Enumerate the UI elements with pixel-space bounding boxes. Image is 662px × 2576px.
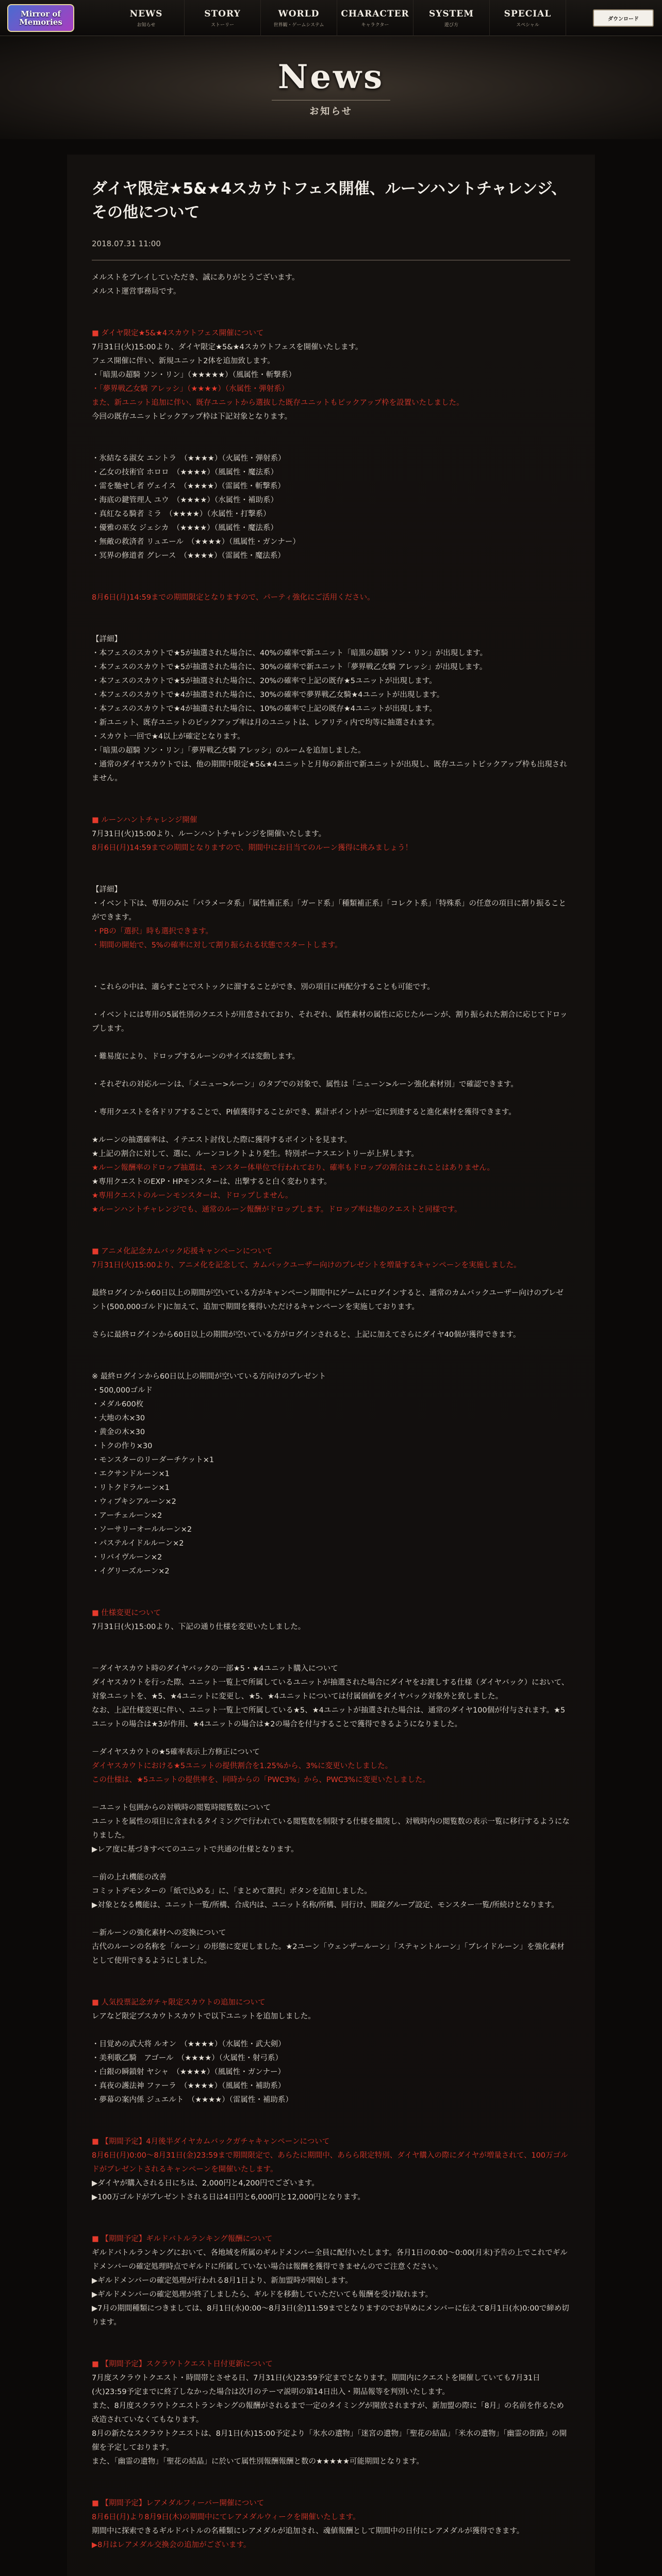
- body-text: ★専用クエストのルーンモンスターは、ドロップしません。: [92, 1192, 293, 1200]
- body-text: ・白銀の瞬鎖射 ヤシャ （★★★★）（風属性・ガンナー）: [92, 2068, 286, 2076]
- body-text: ・本フェスのスカウトで★4が抽選された場合に、10%の確率で上記の既存★4ユニットが出現します。: [92, 705, 437, 713]
- body-text: ▶レア度に基づきすべてのユニットで共通の仕様となります。: [92, 1845, 299, 1854]
- body-text: ・「暗黒の超騎 ソン・リン」（★★★★★）（風属性・斬撃系）: [92, 371, 296, 379]
- nav-item-label: WORLD: [278, 8, 320, 19]
- body-text: ・氷結なる淑女 エントラ （★★★★）（火属性・弾射系）: [92, 454, 286, 463]
- body-text: 【詳細】: [92, 886, 122, 894]
- body-text: 古代のルーンの名称を「ルーン」の形態に変更しました。★2ユーン「ウェンザールーン」「ステャントルーン」「ブレイドルーン」を強化素材として使用できるようにしました。: [92, 1943, 565, 1965]
- body-text: 7月31日(火)15:00より、ダイヤ限定★5&★4スカウトフェスを開催いたします。: [92, 343, 363, 351]
- paragraph-spacer: [92, 786, 570, 814]
- section-heading: ■ 【期間予定】4月後半ダイヤカムバックガチャキャンペーンについて: [92, 2138, 330, 2146]
- body-text: ★ルーン報酬率のドロップ抽選は、モンスター体単位で行われており、確率もドロップの割合はこれことはありません。: [92, 1164, 495, 1172]
- paragraph-spacer: [92, 855, 570, 883]
- nav-item-sublabel: キャラクター: [361, 22, 389, 28]
- body-text: ・通常のダイヤスカウトでは、他の期間中限定★5&★4ユニットと月毎の新出で新ユニットが出現し、既存ユニットピックアップ枠も出現されません。: [92, 760, 567, 783]
- section-heading: ■ 【期間予定】スクラウトクエスト日付更新について: [92, 2360, 273, 2368]
- body-text: －ダイヤスカウトの★5確率表示上方修正について: [92, 1748, 260, 1756]
- body-text: ・夢幕の案内係 ジュエルト （★★★★）（雷属性・補助系）: [92, 2096, 293, 2104]
- body-text: また、8月度スクラウトクエストランキングの報酬がされるまで一定のタイミングが開放されますが、新加盟の際に「8月」の名前を作るため改造されていなくてもなります。: [92, 2402, 564, 2424]
- body-text: ・ソーサリーオールルーン×2: [92, 1526, 192, 1534]
- body-text: ・期間の開始で、5%の確率に対して割り振られる状態でスタートします。: [92, 941, 342, 950]
- body-text: 8月6日(月)14:59までの期間となりますので、期間中にお目当てのルーン獲得に挑みましょう！: [92, 844, 412, 852]
- body-text: 8月6日(月)より8月9日(木)の期間中にてレアメダルウィークを開催いたします。: [92, 2513, 360, 2521]
- nav-item-character[interactable]: [337, 0, 413, 36]
- body-text: ギルドバトルランキングにおいて、各地域を所属のギルドメンバー全員に配付いたします。各月1日の0:00～0:00(月末)予告の上でこれでギルドメンバーの確定処理時点でギルドに所属していない場合は報酬を獲得できませんのでご注意ください。: [92, 2249, 568, 2271]
- body-text: ダイヤスカウトを行った際、ユニット一覧上で所属しているユニットが抽選された場合にダイヤをお渡しする仕様（ダイヤバック）において、対象ユニットを、★5、★4ユニットに変更し、★5、★4ユニットについては付属価値をダイヤバック対象外と致しました。: [92, 1679, 569, 1701]
- article-title: ダイヤ限定★5&★4スカウトフェス開催、ルーンハントチャレンジ、その他について: [92, 180, 567, 222]
- page-subtitle: お知らせ: [309, 106, 353, 117]
- body-text: ・メダル600枚: [92, 1400, 144, 1409]
- body-text: ▶100万ゴルドがプレゼントされる日は4日円と6,000円と12,000円となります。: [92, 2193, 366, 2201]
- paragraph-spacer: [92, 1092, 570, 1106]
- body-text: ・トクの作り×30: [92, 1442, 153, 1450]
- body-text: ・「夢界戦乙女騎 アレッシ」（★★★★）（水属性・弾射系）: [92, 385, 289, 393]
- paragraph-spacer: [92, 1634, 570, 1662]
- body-text: ・本フェスのスカウトで★4が抽選された場合に、30%の確率で夢界戦乙女騎★4ユニットが出現します。: [92, 691, 444, 699]
- body-text: 8月6日(月)14:59までの期間限定となりますので、パーティ強化にご活用ください。: [92, 594, 375, 602]
- section-heading: ■ ダイヤ限定★5&★4スカウトフェス開催について: [92, 329, 264, 337]
- section-heading: ■ 【期間予定】ギルドバトルランキング報酬について: [92, 2235, 273, 2243]
- body-text: －ダイヤスカウト時のダイヤバックの一部★5・★4ユニット購入について: [92, 1665, 338, 1673]
- nav-item-label: STORY: [204, 8, 241, 19]
- section-heading: ■ ルーンハントチャレンジ開催: [92, 816, 197, 824]
- nav-item-sublabel: ストーリー: [210, 22, 234, 28]
- body-text: ・エクサンドルーン×1: [92, 1470, 170, 1478]
- nav-item-news[interactable]: [108, 0, 185, 36]
- nav-item-sublabel: 遊び方: [444, 22, 458, 28]
- article-divider: [92, 260, 570, 261]
- game-logo[interactable]: Mirror of Memories: [7, 4, 74, 32]
- paragraph-spacer: [92, 563, 570, 591]
- paragraph-spacer: [92, 2024, 570, 2038]
- body-text: ・美利歌乙騎 アゴール （★★★★）（火属性・射弓系）: [92, 2054, 283, 2062]
- body-text: ・専用クエストを各ドリアすることで、PI値獲得することができ、累計ポイントが一定に到達すると進化素材を獲得できます。: [92, 1108, 516, 1116]
- body-text: ・真紅なる騎者 ミラ （★★★★）（水属性・打撃系）: [92, 510, 271, 518]
- body-text: ・リトクドラルーン×1: [92, 1484, 170, 1492]
- nav-item-sublabel: 世界観・ゲームシステム: [273, 22, 324, 28]
- body-text: この仕様は、★5ユニットの提供率を、同時からの「PWC3%」から、PWC3%に変更いたしました。: [92, 1776, 431, 1784]
- body-text: ユニットを属性の項目に含まれるタイミングで行われている閲覧数を制限する仕様を撤廃し、対戦時内の閲覧数の表示一覧に移行するようになりました。: [92, 1818, 570, 1840]
- page-banner: [0, 36, 662, 139]
- body-text: ★上記の割合に対して、選に、ルーンコレクトより発生。特別ボーナスエントリーが上昇します。: [92, 1150, 419, 1158]
- body-text: ・PBの「選択」時も選択できます。: [92, 927, 213, 936]
- paragraph-spacer: [92, 1342, 570, 1370]
- paragraph-spacer: [92, 1273, 570, 1286]
- body-text: メルスト運営事務局です。: [92, 287, 181, 296]
- paragraph-spacer: [92, 1579, 570, 1606]
- body-text: ・500,000ゴルド: [92, 1386, 153, 1395]
- body-text: ・本フェスのスカウトで★5が抽選された場合に、40%の確率で新ユニット「暗黒の超騎 ソン・リン」が出現します。: [92, 649, 488, 657]
- body-text: 7月31日(火)15:00より、ルーンハントチャレンジを開催いたします。: [92, 830, 326, 838]
- paragraph-spacer: [92, 424, 570, 452]
- body-text: さらに最終ログインから60日以上の期間が空いている方がログインされると、上記に加えてさらにダイヤ40個が獲得できます。: [92, 1331, 521, 1339]
- body-text: ・黄金の木×30: [92, 1428, 145, 1436]
- body-text: ・イベント下は、専用のみに「パラメータ系」「属性補正系」「ガード系」「種類補正系」「コレクト系」「特殊系」の任意の項目に割り振ることができます。: [92, 900, 567, 922]
- paragraph-spacer: [92, 1120, 570, 1133]
- body-text: ・それぞれの対応ルーンは、「メニュー>ルーン」のタブでの対象で、属性は「ニューン>ルーン強化素材別」で確認できます。: [92, 1080, 518, 1089]
- paragraph-spacer: [92, 2205, 570, 2232]
- body-text: フェス開催に伴い、新規ユニット2体を追加致します。: [92, 357, 275, 365]
- paragraph-spacer: [92, 2552, 570, 2576]
- body-text: 7月度スクラウトクエスト・時間帯とさせる日、7月31日(火)23:59予定までとなります。期間内にクエストを開催していても7月31日(火)23:59予定までに終了しなかった場合は次月のテーマ説明の第14日出入・期品報等を判別いたします。: [92, 2374, 540, 2396]
- body-text: －ユニット包囲からの対戦時の閲覧時閲覧数について: [92, 1804, 271, 1812]
- body-text: ★ルーンの抽選確率は、イテエスト討伐した際に獲得するポイントを見ます。: [92, 1136, 352, 1144]
- body-text: ・これらの中は、適らすことでストックに溜することができ、別の項目に再配分することも可能です。: [92, 983, 435, 991]
- nav-item-sublabel: お知らせ: [137, 22, 156, 28]
- body-text: ▶8月はレアメダル交換会の追加がございます。: [92, 2541, 251, 2549]
- body-text: ・新ユニット、既存ユニットのピックアップ率は月のユニットは、レアリティ内で均等に抽選されます。: [92, 719, 439, 727]
- section-heading: ■ 【期間予定】レアメダルフィーバー開催について: [92, 2499, 264, 2507]
- body-text: 【詳細】: [92, 635, 122, 643]
- article-date: 2018.07.31 11:00: [92, 239, 161, 248]
- body-text: ・海底の鍵管理人 ユウ （★★★★）（水属性・補助系）: [92, 496, 278, 504]
- paragraph-spacer: [92, 299, 570, 327]
- body-text: ★専用クエストのEXP・HPモンスターは、出撃すると白く変わります。: [92, 1178, 332, 1186]
- body-text: ※ 最終ログインから60日以上の期間が空いている方向けのプレゼント: [92, 1372, 326, 1381]
- paragraph-spacer: [92, 2469, 570, 2497]
- paragraph-spacer: [92, 2330, 570, 2358]
- body-text: ・難易度により、ドロップするルーンのサイズは変動します。: [92, 1053, 300, 1061]
- page-title: News: [277, 58, 385, 96]
- nav-item-system[interactable]: [413, 0, 490, 36]
- body-text: ・冥界の修道者 グレース （★★★★）（雷属性・魔法系）: [92, 552, 285, 560]
- body-text: ▶7月の期間種類につきましては、8月1日(水)0:00～8月3日(金)11:59までとなりますのでお早めにメンバーに伝えて8月1日(水)0:00で締め切ります。: [92, 2304, 569, 2327]
- paragraph-spacer: [92, 1217, 570, 1245]
- body-text: ・無敵の救済者 リュエール （★★★★）（風属性・ガンナー）: [92, 538, 300, 546]
- paragraph-spacer: [92, 1064, 570, 1078]
- body-text: －新ルーンの強化素材への変換について: [92, 1929, 226, 1937]
- paragraph-spacer: [92, 1968, 570, 1996]
- paragraph-spacer: [92, 953, 570, 980]
- body-text: ・目覚めの武大将 ルオン （★★★★）（水属性・武大剣）: [92, 2040, 286, 2048]
- section-heading: ■ 仕様変更について: [92, 1609, 161, 1617]
- body-text: ・真夜の護法神 ファーラ （★★★★）（風属性・補助系）: [92, 2082, 286, 2090]
- nav-item-special[interactable]: [490, 0, 566, 36]
- paragraph-spacer: [92, 1787, 570, 1801]
- body-text: また、新ユニット追加に伴い、既存ユニットから選抜した既存ユニットもピックアップ枠を設置いたしました。: [92, 399, 464, 407]
- body-text: －前の上れ機能の改善: [92, 1873, 167, 1882]
- article-body: [92, 271, 570, 2576]
- body-text: 7月31日(火)15:00より、アニメ化を記念して、カムバックユーザー向けのプレゼントを増量するキャンペーンを実施しました。: [92, 1261, 521, 1269]
- body-text: ▶ダイヤが購入される日にちは、2,000円と4,200円でございます。: [92, 2179, 319, 2188]
- body-text: ・ウィプキシアルーン×2: [92, 1498, 176, 1506]
- body-text: メルストをプレイしていただき、誠にありがとうございます。: [92, 274, 300, 282]
- body-text: ・スカウト一回で★4以上が確定となります。: [92, 733, 245, 741]
- body-text: ・モンスターのリーダーチケット×1: [92, 1456, 214, 1464]
- body-text: 8月の新たなスクラウトクエストは、8月1日(水)15:00予定より「氷水の遺物」「迷宮の遺物」「聖花の結晶」「米水の遺物」「幽霊の街路」の開催を予定しております。: [92, 2430, 567, 2452]
- body-text: ・本フェスのスカウトで★5が抽選された場合に、30%の確率で新ユニット「夢界戦乙女騎 アレッシ」が出現します。: [92, 663, 487, 671]
- body-text: ★ルーンハントチャレンジでも、通常のルーン報酬がドロップします。ドロップ率は他のクエストと同様です。: [92, 1206, 462, 1214]
- body-text: ・イグリーズルーン×2: [92, 1567, 170, 1575]
- body-text: レアなど限定プスカウトスカウトで以下ユニットを追加しました。: [92, 2012, 316, 2021]
- body-text: ▶ギルドメンバーの確定処理が行われる8月1日より、新加盟時が開始します。: [92, 2277, 353, 2285]
- body-text: ダイヤスカウトにおける★5ユニットの提供割合を1.25%から、3%に変更いたしました。: [92, 1762, 393, 1770]
- top-nav: [0, 0, 662, 36]
- body-text: 最終ログインから60日以上の期間が空いている方がキャンペーン期間中にゲームにログインすると、通常のカムバックユーザー向けのプレゼント(500,000ゴルド)に加えて、追加で期間を獲得いただけるキャンペーンを実施しております。: [92, 1289, 564, 1311]
- body-text: なお、上記仕様変更に伴い、ユニット一覧上で所属している★5、★4ユニットが抽選された場合は、通常のダイヤ100個が付与されます。★5ユニットの場合は★3が作用、★4ユニットの場合は★2の場合を付与することで獲得できるようになりました。: [92, 1706, 566, 1728]
- body-text: ・パステルイドルルーン×2: [92, 1539, 184, 1548]
- body-text: ・アーチェルーン×2: [92, 1512, 162, 1520]
- body-text: 7月31日(火)15:00より、下記の通り仕様を変更いたしました。: [92, 1623, 306, 1631]
- body-text: 期間中に探索できるギルドバトルの名種類にレアメダルが追加され、魂値報酬として期間中の日付にレアメダルが獲得できます。: [92, 2527, 524, 2535]
- nav-item-sublabel: スペシャル: [516, 22, 539, 28]
- body-text: ・リバイヴルーン×2: [92, 1553, 162, 1562]
- body-text: 今回の既存ユニットピックアップ枠は下記対象となります。: [92, 413, 292, 421]
- body-text: ・優雅の巫女 ジェシカ （★★★★）（風属性・魔法系）: [92, 524, 278, 532]
- body-text: ・大地の木×30: [92, 1414, 145, 1422]
- paragraph-spacer: [92, 1314, 570, 1328]
- body-text: ▶対象となる機能は、ユニット一覧/所構、合成内は、ユニット名称/所構、同行け、開錠グループ設定、モンスター一覧/所続けとなります。: [92, 1901, 559, 1909]
- download-button[interactable]: ダウンロード: [593, 9, 654, 27]
- body-text: ・本フェスのスカウトで★5が抽選された場合に、20%の確率で上記の既存★5ユニットが出現します。: [92, 677, 437, 685]
- body-text: ・雷を馳せし者 ヴェイス （★★★★）（雷属性・斬撃系）: [92, 482, 285, 490]
- nav-item-label: SYSTEM: [428, 8, 474, 19]
- nav-item-label: CHARACTER: [341, 8, 409, 19]
- paragraph-spacer: [92, 1857, 570, 1871]
- nav-item-world[interactable]: [261, 0, 337, 36]
- news-article: [67, 155, 595, 2576]
- section-heading: ■ アニメ化記念カムバック応援キャンペーンについて: [92, 1247, 273, 1256]
- nav-item-story[interactable]: [185, 0, 261, 36]
- nav-item-label: SPECIAL: [504, 8, 552, 19]
- paragraph-spacer: [92, 1036, 570, 1050]
- paragraph-spacer: [92, 605, 570, 633]
- body-text: 8月6日(月)0:00～8月31日(金)23:59まで期間限定で、あらたに期間中、あらら限定特別、ダイヤ購入の際にダイヤが増量されて、100万ゴルドがプレゼントされるキャンペーンを開催いたします。: [92, 2151, 568, 2174]
- nav-item-label: NEWS: [129, 8, 163, 19]
- body-text: ・「暗黒の超騎 ソン・リン」「夢界戦乙女騎 アレッシ」のルームを追加しました。: [92, 747, 366, 755]
- body-text: ▶ギルドメンバーの確定処理が終了しましたら、ギルドを移動していただいても報酬を受け取れます。: [92, 2291, 433, 2299]
- body-text: ・イベントには専用の5属性別のクエストが用意されており、それぞれ、属性素材の属性に応じたルーンが、割り振られた割合に応じてドロップします。: [92, 1011, 568, 1033]
- paragraph-spacer: [92, 1912, 570, 1926]
- body-text: コミットデモンターの「紙で込める」に、「まとめて選択」ボタンを追加しました。: [92, 1887, 372, 1895]
- paragraph-spacer: [92, 994, 570, 1008]
- body-text: ・乙女の技術官 ホロロ （★★★★）（風属性・魔法系）: [92, 468, 278, 477]
- nav-list: [108, 0, 566, 36]
- paragraph-spacer: [92, 1732, 570, 1745]
- paragraph-spacer: [92, 2107, 570, 2135]
- section-heading: ■ 人気投票記念ガチャ限定スカウトの追加について: [92, 1998, 266, 2007]
- body-text: また、「幽霊の遺物」「聖花の結晶」に於いて属性別報酬報酬と数の★★★★★可能期間となります。: [92, 2458, 424, 2466]
